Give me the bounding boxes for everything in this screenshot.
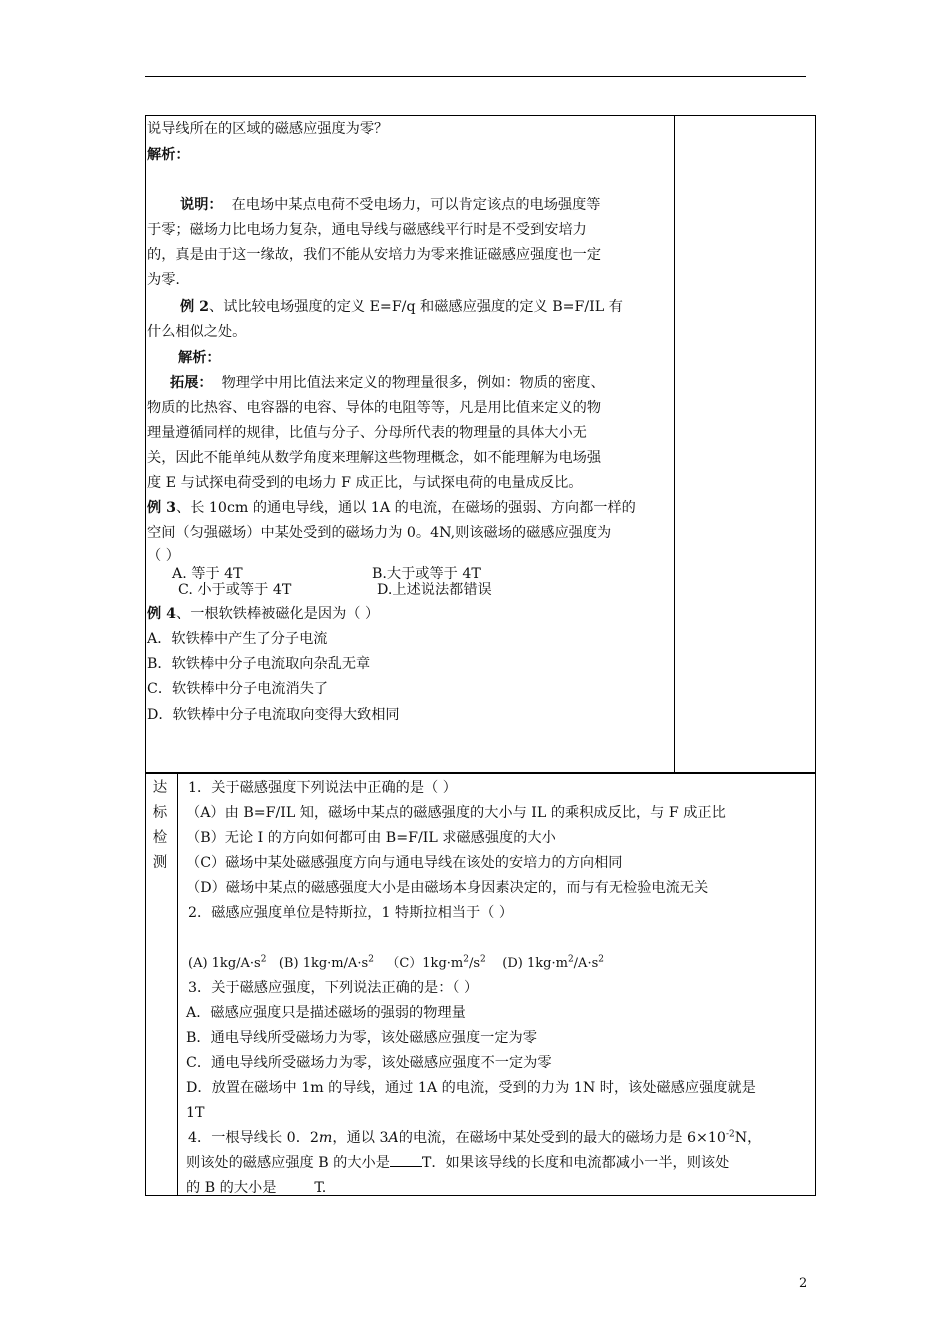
q4-line-2b: T．如果该导线的长度和电流都减小一半，则该处	[421, 1155, 730, 1171]
q2-option-d-exp: 2	[567, 954, 574, 965]
ex3-text-1: 、长 10cm 的通电导线，通以 1A 的电流，在磁场的强弱、方向都一样的	[176, 500, 636, 516]
q4-line-1d: N，	[734, 1130, 762, 1146]
q4-unit-m: m	[318, 1130, 333, 1146]
upper-table-divider	[674, 115, 675, 773]
q4-line-1a: 4．一根导线长 0．2	[188, 1130, 319, 1146]
ex2-text-1: 、试比较电场强度的定义 E=F/q 和磁感应强度的定义 B=F/IL 有	[209, 299, 623, 315]
q2-option-a: (A) 1kg/A·s	[188, 956, 261, 971]
ex4-option-d: D．软铁棒中分子电流取向变得大致相同	[147, 707, 400, 723]
q3-option-a: A．磁感应强度只是描述磁场的强弱的物理量	[186, 1005, 466, 1021]
q2-option-d-tail: /A·s	[573, 956, 599, 971]
q1-stem: 1．关于磁感强度下列说法中正确的是（ ）	[188, 780, 457, 796]
q2-option-a-exp: 2	[260, 954, 267, 965]
q4-line-1	[188, 1126, 761, 1151]
ex3-line-1	[147, 496, 636, 521]
side-label-char-4: 测	[152, 855, 168, 871]
q4-line-3b: T.	[314, 1180, 327, 1196]
q3-option-b: B．通电导线所受磁场力为零，该处磁感应强度一定为零	[186, 1030, 537, 1046]
q2-option-d: (D) 1kg·m	[502, 956, 568, 971]
q4-line-2a: 则该处的磁感应强度 B 的大小是	[186, 1155, 390, 1171]
q4-line-2	[186, 1151, 729, 1176]
q4-line-1b: ，通以 3	[332, 1130, 389, 1146]
q2-option-c-exp2: 2	[480, 954, 486, 965]
shuoming-line-2: 于零；磁场力比电场力复杂，通电导线与磁感线平行时是不受到安培力	[147, 222, 587, 238]
ex4-option-b: B．软铁棒中分子电流取向杂乱无章	[147, 656, 371, 672]
q2-option-b-exp: 2	[368, 954, 374, 965]
side-label-char-3: 检	[152, 830, 168, 846]
q4-line-3a: 的 B 的大小是	[186, 1180, 277, 1196]
ex3-option-a: A. 等于 4T	[172, 566, 243, 582]
tuozhan-line-5: 度 E 与试探电荷受到的电场力 F 成正比，与试探电荷的电量成反比。	[147, 475, 583, 491]
ex3-label: 例 3	[147, 500, 176, 516]
ex3-option-c: C. 小于或等于 4T	[178, 582, 292, 598]
lower-table-divider	[177, 773, 178, 1196]
side-label-char-1: 达	[152, 780, 168, 796]
tuozhan-line-1	[170, 371, 605, 396]
q2-option-c-tail: /s	[468, 956, 481, 971]
page-number: 2	[799, 1276, 808, 1291]
ex2-line-2: 什么相似之处。	[147, 324, 247, 340]
q3-stem: 3．关于磁感应强度，下列说法正确的是：（ ）	[188, 980, 479, 996]
q1-option-d: （D）磁场中某点的磁感强度大小是由磁场本身因素决定的，而与有无检验电流无关	[186, 880, 709, 896]
ex3-option-d: D.上述说法都错误	[377, 582, 492, 598]
continuation-text: 说导线所在的区域的磁感应强度为零？	[147, 121, 389, 137]
jiexi-label-1: 解析：	[147, 147, 190, 163]
q2-stem: 2．磁感应强度单位是特斯拉，1 特斯拉相当于（ ）	[188, 905, 514, 921]
shuoming-label: 说明：	[180, 197, 223, 213]
shuoming-line-1	[180, 193, 601, 218]
ex4-option-a: A．软铁棒中产生了分子电流	[147, 631, 328, 647]
q2-option-d-exp2: 2	[598, 954, 604, 965]
ex4-stem	[147, 602, 379, 627]
ex4-stem-text: 、一根软铁棒被磁化是因为（ ）	[176, 606, 380, 622]
ex3-option-b: B.大于或等于 4T	[372, 566, 481, 582]
q3-option-c: C．通电导线所受磁场力为零，该处磁感应强度不一定为零	[186, 1055, 552, 1071]
shuoming-line-3: 的，真是由于这一缘故，我们不能从安培力为零来推证磁感应强度也一定	[147, 247, 602, 263]
tuozhan-line-4: 关，因此不能单纯从数学角度来理解这些物理概念，如不能理解为电场强	[147, 450, 602, 466]
q2-option-b: (B) 1kg·m/A·s	[278, 956, 369, 971]
q3-option-d: D．放置在磁场中 1m 的导线，通过 1A 的电流，受到的力为 1N 时，该处磁感应强度就是	[186, 1080, 756, 1096]
shuoming-line-4: 为零.	[147, 272, 180, 288]
tuozhan-line-2: 物质的比热容、电容器的电容、导体的电阻等等，凡是用比值来定义的物	[147, 400, 602, 416]
q4-blank-1[interactable]	[390, 1152, 422, 1167]
tuozhan-label: 拓展：	[170, 375, 213, 391]
tuozhan-text-1: 物理学中用比值法来定义的物理量很多，例如：物质的密度、	[221, 375, 605, 391]
ex3-line-2: 空间（匀强磁场）中某处受到的磁场力为 0。4N,则该磁场的磁感应强度为	[147, 525, 612, 541]
q2-option-c-exp: 2	[463, 954, 469, 965]
q4-line-1c: 的电流，在磁场中某处受到的最大的磁场力是 6×10	[398, 1130, 726, 1146]
ex4-option-c: C．软铁棒中分子电流消失了	[147, 681, 329, 697]
ex4-label: 例 4	[147, 606, 176, 622]
q4-line-3	[186, 1176, 326, 1201]
q2-option-c: （C）1kg·m	[386, 956, 464, 971]
q3-option-d-cont: 1T	[186, 1105, 205, 1121]
tuozhan-line-3: 理量遵循同样的规律，比值与分子、分母所代表的物理量的具体大小无	[147, 425, 587, 441]
q1-option-a: （A）由 B=F/IL 知，磁场中某点的磁感强度的大小与 IL 的乘积成反比，与 F 成正比	[186, 805, 726, 821]
shuoming-text-1: 在电场中某点电荷不受电场力，可以肯定该点的电场强度等	[231, 197, 601, 213]
ex3-line-3: （ ）	[147, 548, 180, 564]
q4-exponent: -2	[725, 1129, 735, 1140]
q1-option-b: （B）无论 I 的方向如何都可由 B=F/IL 求磁感强度的大小	[186, 830, 556, 846]
ex2-line-1	[180, 295, 623, 320]
q1-option-c: （C）磁场中某处磁感强度方向与通电导线在该处的安培力的方向相同	[186, 855, 623, 871]
side-label-char-2: 标	[152, 805, 168, 821]
jiexi-label-2: 解析：	[178, 350, 221, 366]
q2-options	[188, 951, 604, 976]
header-rule	[145, 76, 806, 77]
ex2-label: 例 2	[180, 299, 209, 315]
q4-unit-a: A	[388, 1130, 399, 1146]
